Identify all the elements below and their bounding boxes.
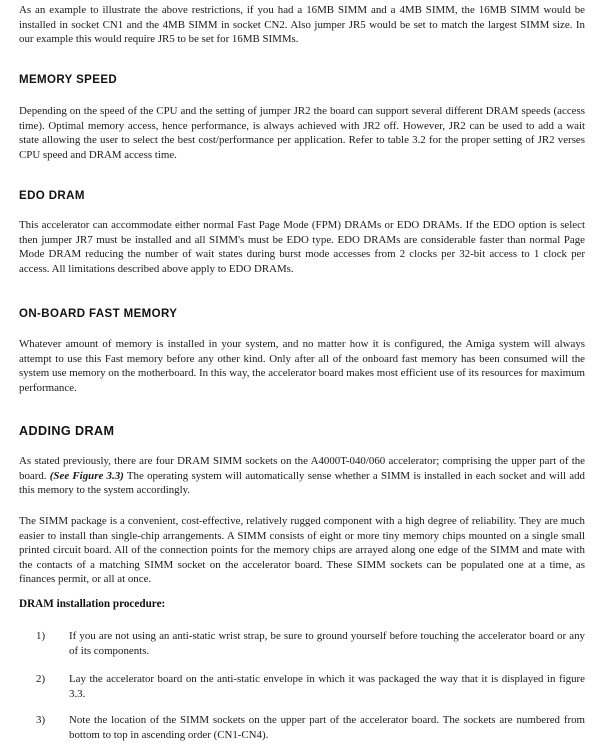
edo-dram-heading: EDO DRAM: [19, 190, 85, 202]
step-number: 2): [36, 673, 46, 685]
memory-speed-heading: MEMORY SPEED: [19, 74, 118, 86]
onboard-fast-memory-paragraph: Whatever amount of memory is installed in your system, and no matter how it is configured, the Amiga system will always attempt to use this Fast memory before any other kind. Only after all of the onboard fast memory has been consumed will the system use memory on the motherboard. In this way, the accelerator board makes most efficient use of its resources for maximum performance.: [19, 338, 585, 394]
step-text: Lay the accelerator board on the anti-static envelope in which it was packaged the way that it is displayed in figure 3.3.: [69, 673, 585, 700]
step-number: 1): [36, 630, 46, 642]
procedure-heading: DRAM installation procedure:: [19, 598, 166, 610]
step-number: 3): [36, 714, 46, 726]
step-text: If you are not using an anti-static wrist strap, be sure to ground yourself before touching the accelerator board or any of its components.: [69, 630, 585, 657]
adding-dram-paragraph-2: The SIMM package is a convenient, cost-effective, relatively rugged component with a high degree of reliability. They are much easier to install than single-chip arrangements. A SIMM consists of eight or more tiny memory chips mounted on a single small printed circuit board. All of the connection points for the memory chips are arrayed along one edge of the SIMM and mate with the contacts of a matching SIMM socket on the accelerator board. These SIMM sockets can be populated one at a time, as finances permit, or all at once.: [19, 515, 585, 586]
figure-reference: (See Figure 3.3): [49, 469, 124, 482]
adding-dram-heading: ADDING DRAM: [19, 424, 115, 438]
onboard-fast-memory-heading: ON-BOARD FAST MEMORY: [19, 308, 178, 320]
adding-dram-text-b: The operating system will automatically sense whether a SIMM is installed in each socket and will add this memory to the system accordingly.: [19, 469, 585, 497]
step-text: Note the location of the SIMM sockets on the upper part of the accelerator board. The sockets are numbered from bottom to top in ascending order (CN1-CN4).: [69, 714, 585, 741]
adding-dram-text-a: As stated previously, there are four DRAM SIMM sockets on the A4000T-040/060 accelerator; comprising the upper part of the board.: [19, 455, 585, 482]
intro-paragraph: As an example to illustrate the above restrictions, if you had a 16MB SIMM and a 4MB SIMM, the 16MB SIMM would be installed in socket CN1 and the 4MB SIMM in socket CN2. Also jumper JR5 would be set to match the largest SIMM size. In our example this would require JR5 to be set for 16MB SIMMs.: [19, 4, 585, 46]
adding-dram-paragraph-1: [19, 454, 585, 498]
edo-dram-paragraph: This accelerator can accommodate either normal Fast Page Mode (FPM) DRAMs or EDO DRAMs. If the EDO option is select then jumper JR7 must be installed and all SIMM's must be EDO type. EDO DRAMs are considerable faster than normal Page Mode DRAM reducing the number of wait states during burst mode accesses from 2 clocks per 32-bit access to 1 clock per access. All limitations described above apply to EDO DRAMs.: [19, 219, 585, 275]
memory-speed-paragraph: Depending on the speed of the CPU and the setting of jumper JR2 the board can support several different DRAM speeds (access time). Optimal memory access, hence performance, is always achieved with JR2 off. However, JR2 can be used to add a wait state allowing the user to select the best cost/performance per application. Refer to table 3.2 for the proper setting of JR2 verses CPU speed and DRAM access time.: [19, 105, 585, 161]
